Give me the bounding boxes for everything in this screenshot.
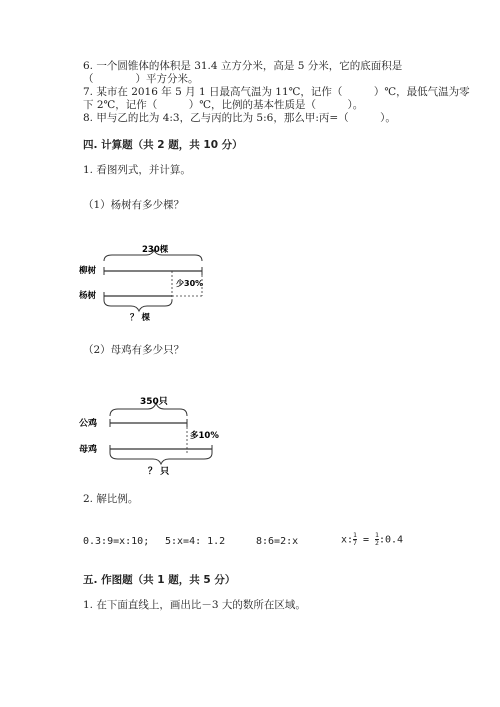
diagram1-label-top: 柳树 — [79, 266, 97, 276]
equation-4-frac2-num: 1 — [375, 531, 379, 539]
section4-q1: 1. 看图列式，并计算。 — [83, 164, 191, 176]
equation-4-frac1-den: 7 — [353, 539, 357, 547]
diagram2-diff: 多10% — [190, 431, 219, 441]
equation-4-prefix: x: — [341, 534, 354, 546]
q7-line2: 下 2℃，记作（ ）℃，比例的基本性质是（ ）。 — [83, 99, 364, 111]
diagram1-total: 230棵 — [142, 245, 169, 255]
section5-heading: 五. 作图题（共 1 题，共 5 分） — [83, 574, 236, 586]
diagram2-label-top: 公鸡 — [79, 419, 98, 429]
equation-1: 0.3:9=x:10; — [83, 536, 150, 547]
diagram1-label-bottom: 杨树 — [79, 291, 97, 301]
diagram2-total: 350只 — [140, 397, 168, 407]
section4-sub2: （2）母鸡有多少只？ — [83, 344, 185, 356]
q8: 8. 甲与乙的比为 4:3，乙与丙的比为 5:6，那么甲:丙=（ ）。 — [83, 112, 396, 124]
diagram1-diff: 少30% — [176, 279, 204, 288]
q6-line2: （ ）平方分米。 — [83, 73, 199, 85]
equation-4-mid: = — [356, 534, 376, 546]
diagram2-question: ？ 只 — [148, 467, 170, 477]
section4-q2: 2. 解比例。 — [83, 493, 139, 505]
q6-line1: 6. 一个圆锥体的体积是 31.4 立方分米，高是 5 分米，它的底面积是 — [83, 60, 403, 72]
q7-line1: 7. 某市在 2016 年 5 月 1 日最高气温为 11℃，记作（ ）℃，最低气温为零 — [83, 86, 470, 98]
equation-4-suffix: :0.4 — [378, 534, 404, 546]
equation-4-frac1-num: 1 — [353, 531, 357, 539]
equation-4 — [341, 532, 403, 549]
equation-4-frac2-den: 2 — [375, 539, 379, 547]
section4-sub1: （1）杨树有多少棵？ — [83, 199, 185, 211]
section4-heading: 四. 计算题（共 2 题，共 10 分） — [83, 139, 243, 151]
diagram2-label-bottom: 母鸡 — [79, 445, 98, 455]
equation-2: 5:x=4: 1.2 — [165, 536, 226, 547]
equation-3: 8:6=2:x — [256, 536, 299, 547]
diagram1-question: ？ 棵 — [130, 313, 150, 323]
section5-q1: 1. 在下面直线上，画出比－3 大的数所在区域。 — [83, 599, 306, 611]
